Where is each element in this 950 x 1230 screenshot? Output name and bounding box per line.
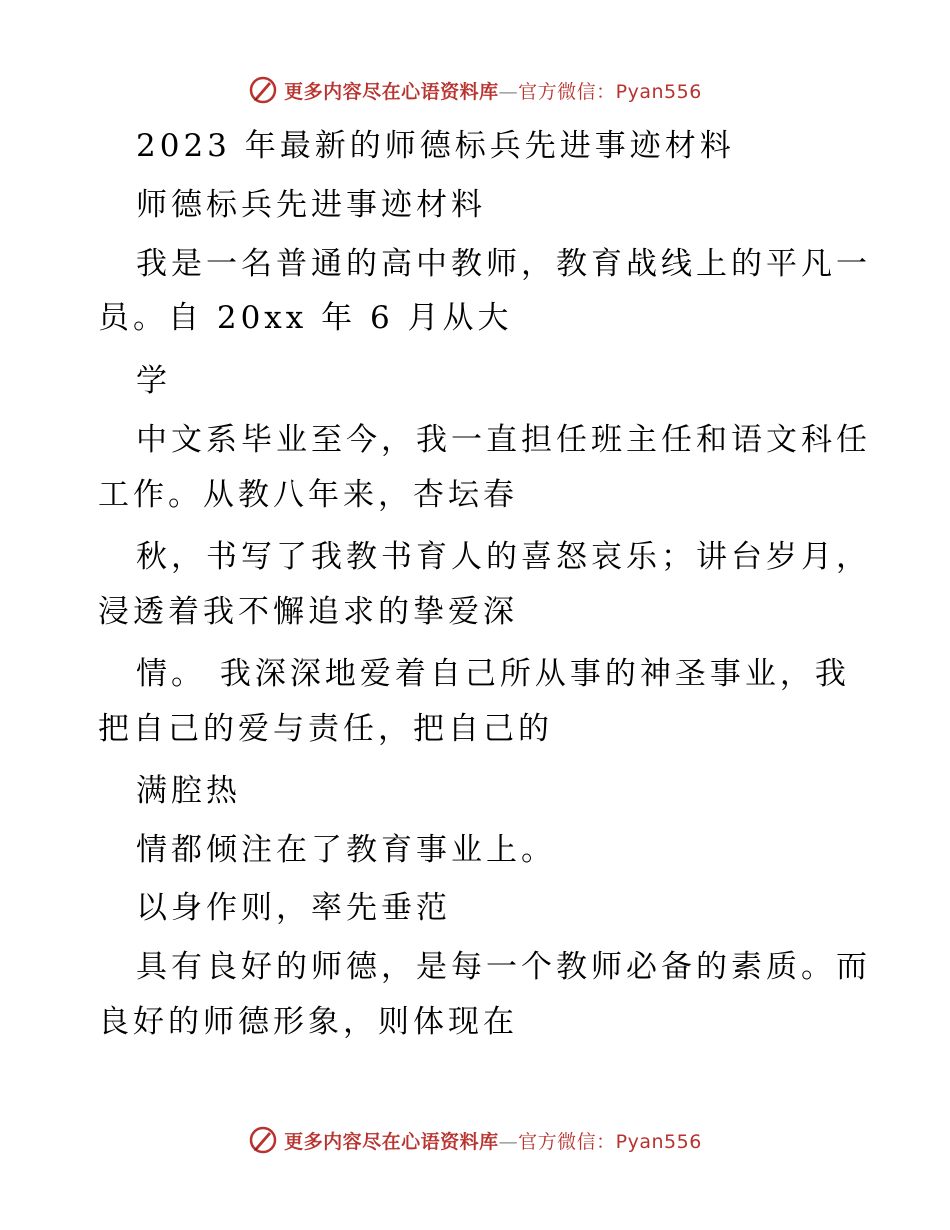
section-heading: 以身作则，率先垂范 bbox=[136, 890, 451, 926]
header-watermark bbox=[0, 72, 950, 108]
paragraph-line: 情都倾注在了教育事业上。 bbox=[136, 832, 556, 868]
paragraph-line: 中文系毕业至今，我一直担任班主任和语文科任 bbox=[136, 422, 871, 458]
paragraph-line: 我是一名普通的高中教师，教育战线上的平凡一 bbox=[136, 246, 871, 282]
paragraph-line: 工作。从教八年来，杏坛春 bbox=[98, 477, 518, 513]
watermark-contact: 官方微信：Pyan556 bbox=[518, 1130, 702, 1153]
paragraph-line: 情。 我深深地爱着自己所从事的神圣事业，我 bbox=[136, 656, 850, 692]
watermark-text bbox=[284, 77, 702, 104]
paragraph-line: 满腔热 bbox=[136, 773, 241, 809]
paragraph-line: 把自己的爱与责任，把自己的 bbox=[98, 711, 553, 747]
paragraph-line: 秋，书写了我教书育人的喜怒哀乐；讲台岁月， bbox=[136, 539, 871, 575]
watermark-separator: — bbox=[498, 80, 519, 103]
watermark-brand: 更多内容尽在心语资料库 bbox=[284, 80, 499, 103]
document-subtitle: 师德标兵先进事迹材料 bbox=[136, 187, 486, 223]
watermark-text bbox=[284, 1127, 702, 1154]
paragraph-line: 浸透着我不懈追求的挚爱深 bbox=[98, 594, 518, 630]
paragraph-line: 学 bbox=[136, 363, 171, 399]
watermark-separator: — bbox=[498, 1130, 519, 1153]
watermark-brand: 更多内容尽在心语资料库 bbox=[284, 1130, 499, 1153]
paragraph-line: 良好的师德形象，则体现在 bbox=[98, 1004, 518, 1040]
document-title: 2023 年最新的师德标兵先进事迹材料 bbox=[136, 128, 735, 164]
quill-logo-icon bbox=[248, 75, 278, 105]
footer-watermark bbox=[0, 1122, 950, 1158]
paragraph-line: 员。自 20xx 年 6 月从大 bbox=[98, 300, 513, 336]
watermark-contact: 官方微信：Pyan556 bbox=[518, 80, 702, 103]
paragraph-line: 具有良好的师德，是每一个教师必备的素质。而 bbox=[136, 949, 871, 985]
quill-logo-icon bbox=[248, 1125, 278, 1155]
